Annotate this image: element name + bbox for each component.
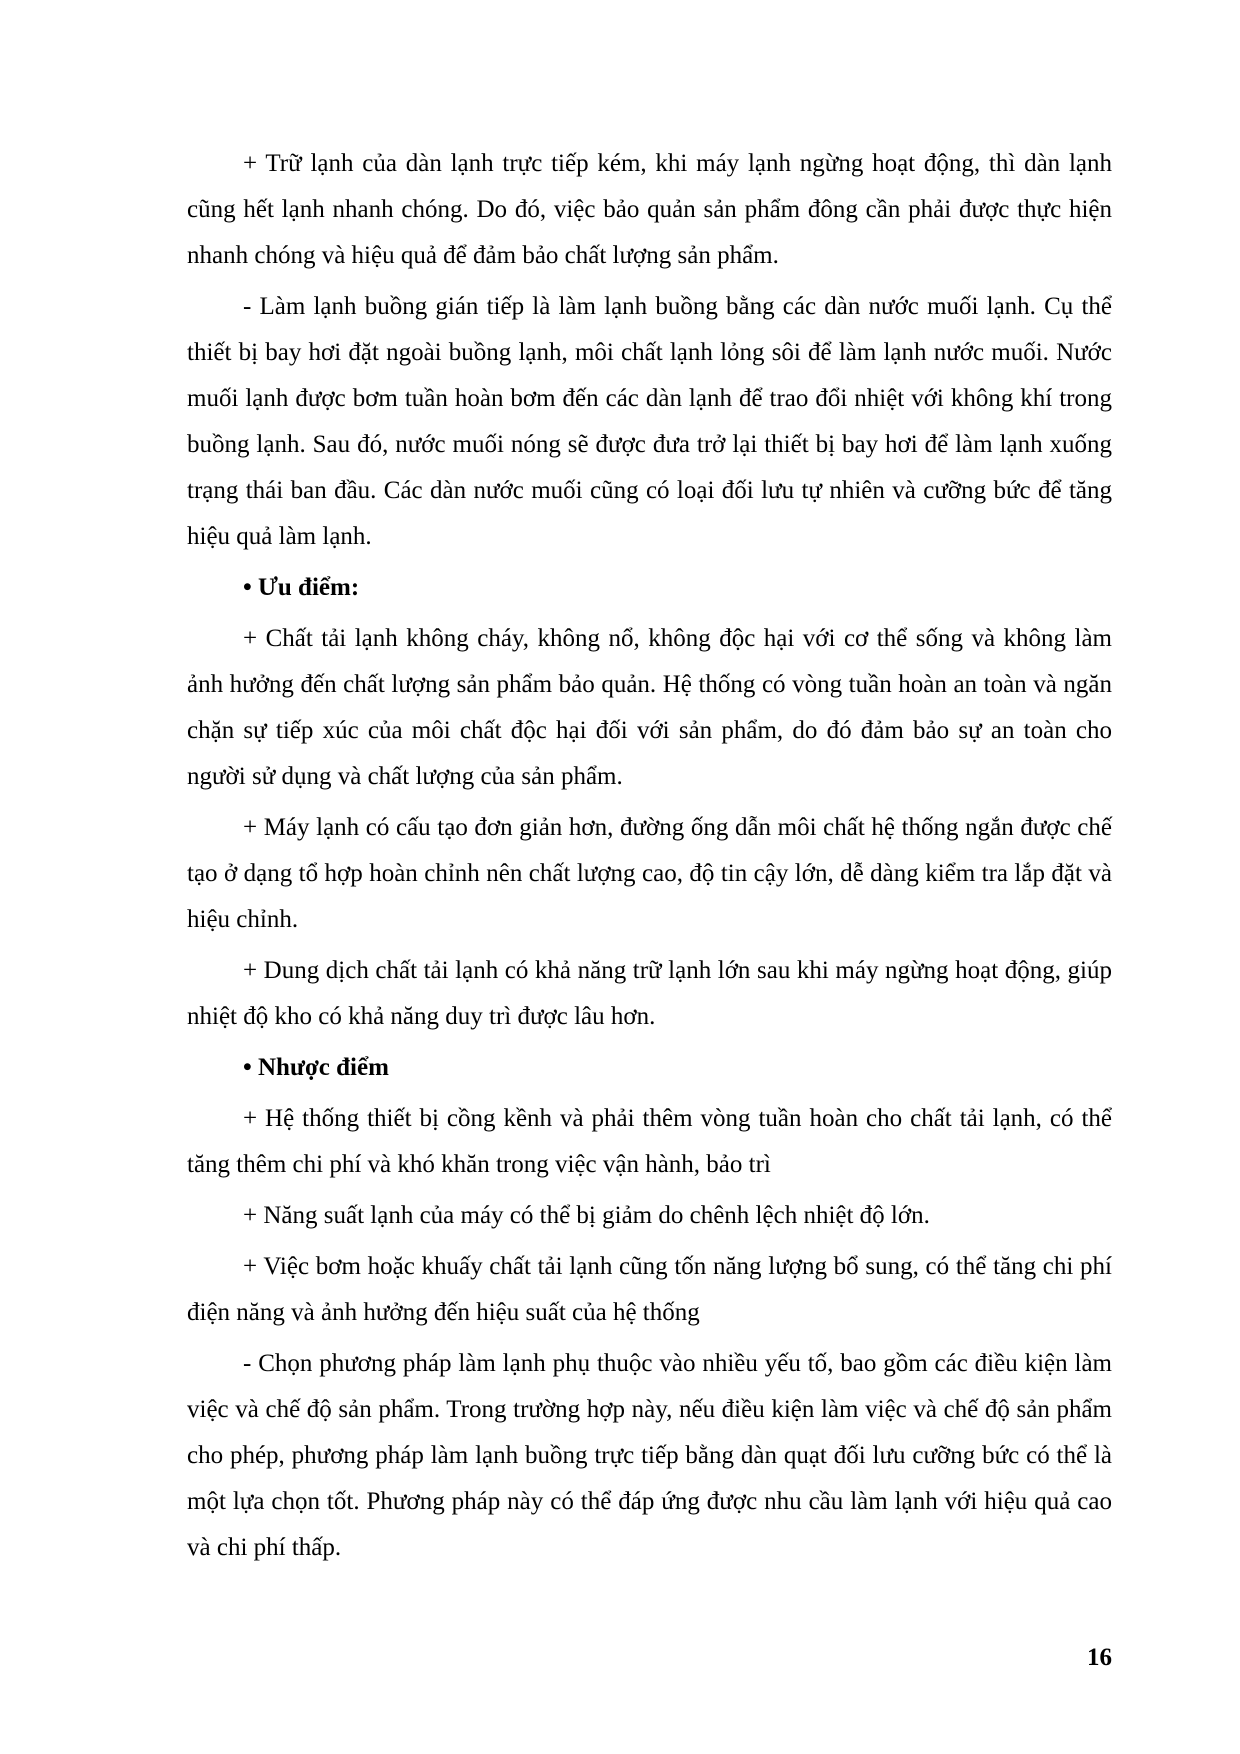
paragraph-disadvantage-3: + Việc bơm hoặc khuấy chất tải lạnh cũng tốn năng lượng bổ sung, có thể tăng chi phí điện năng và ảnh hưởng đến hiệu suất của hệ thống	[187, 1253, 1112, 1326]
page-number: 16	[1087, 1644, 1112, 1671]
heading-advantages: • Ưu điểm:	[243, 574, 360, 601]
paragraph-advantage-2: + Máy lạnh có cấu tạo đơn giản hơn, đường ống dẫn môi chất hệ thống ngắn được chế tạo ở dạng tổ hợp hoàn chỉnh nên chất lượng cao, độ tin cậy lớn, dễ dàng kiểm tra lắp đặt và hiệu chỉnh.	[187, 814, 1112, 933]
document-page	[187, 141, 1112, 1576]
paragraph-advantage-3: + Dung dịch chất tải lạnh có khả năng trữ lạnh lớn sau khi máy ngừng hoạt động, giúp nhiệt độ kho có khả năng duy trì được lâu hơn.	[187, 957, 1112, 1030]
paragraph-disadvantage-2: + Năng suất lạnh của máy có thể bị giảm do chênh lệch nhiệt độ lớn.	[243, 1202, 930, 1229]
paragraph-advantage-1: + Chất tải lạnh không cháy, không nổ, không độc hại với cơ thể sống và không làm ảnh hưởng đến chất lượng sản phẩm bảo quản. Hệ thống có vòng tuần hoàn an toàn và ngăn chặn sự tiếp xúc của môi chất độc hại đối với sản phẩm, do đó đảm bảo sự an toàn cho người sử dụng và chất lượng của sản phẩm.	[187, 625, 1112, 790]
paragraph-direct-cooling-drawback: + Trữ lạnh của dàn lạnh trực tiếp kém, khi máy lạnh ngừng hoạt động, thì dàn lạnh cũng hết lạnh nhanh chóng. Do đó, việc bảo quản sản phẩm đông cần phải được thực hiện nhanh chóng và hiệu quả để đảm bảo chất lượng sản phẩm.	[187, 150, 1112, 269]
paragraph-conclusion: - Chọn phương pháp làm lạnh phụ thuộc vào nhiều yếu tố, bao gồm các điều kiện làm việc và chế độ sản phẩm. Trong trường hợp này, nếu điều kiện làm việc và chế độ sản phẩm cho phép, phương pháp làm lạnh buồng trực tiếp bằng dàn quạt đối lưu cưỡng bức có thể là một lựa chọn tốt. Phương pháp này có thể đáp ứng được nhu cầu làm lạnh với hiệu quả cao và chi phí thấp.	[187, 1350, 1112, 1561]
heading-disadvantages: • Nhược điểm	[243, 1054, 389, 1081]
paragraph-disadvantage-1: + Hệ thống thiết bị cồng kềnh và phải thêm vòng tuần hoàn cho chất tải lạnh, có thể tăng thêm chi phí và khó khăn trong việc vận hành, bảo trì	[187, 1105, 1112, 1178]
paragraph-indirect-cooling: - Làm lạnh buồng gián tiếp là làm lạnh buồng bằng các dàn nước muối lạnh. Cụ thể thiết bị bay hơi đặt ngoài buồng lạnh, môi chất lạnh lỏng sôi để làm lạnh nước muối. Nước muối lạnh được bơm tuần hoàn bơm đến các dàn lạnh để trao đổi nhiệt với không khí trong buồng lạnh. Sau đó, nước muối nóng sẽ được đưa trở lại thiết bị bay hơi để làm lạnh xuống trạng thái ban đầu. Các dàn nước muối cũng có loại đối lưu tự nhiên và cưỡng bức để tăng hiệu quả làm lạnh.	[187, 293, 1112, 550]
